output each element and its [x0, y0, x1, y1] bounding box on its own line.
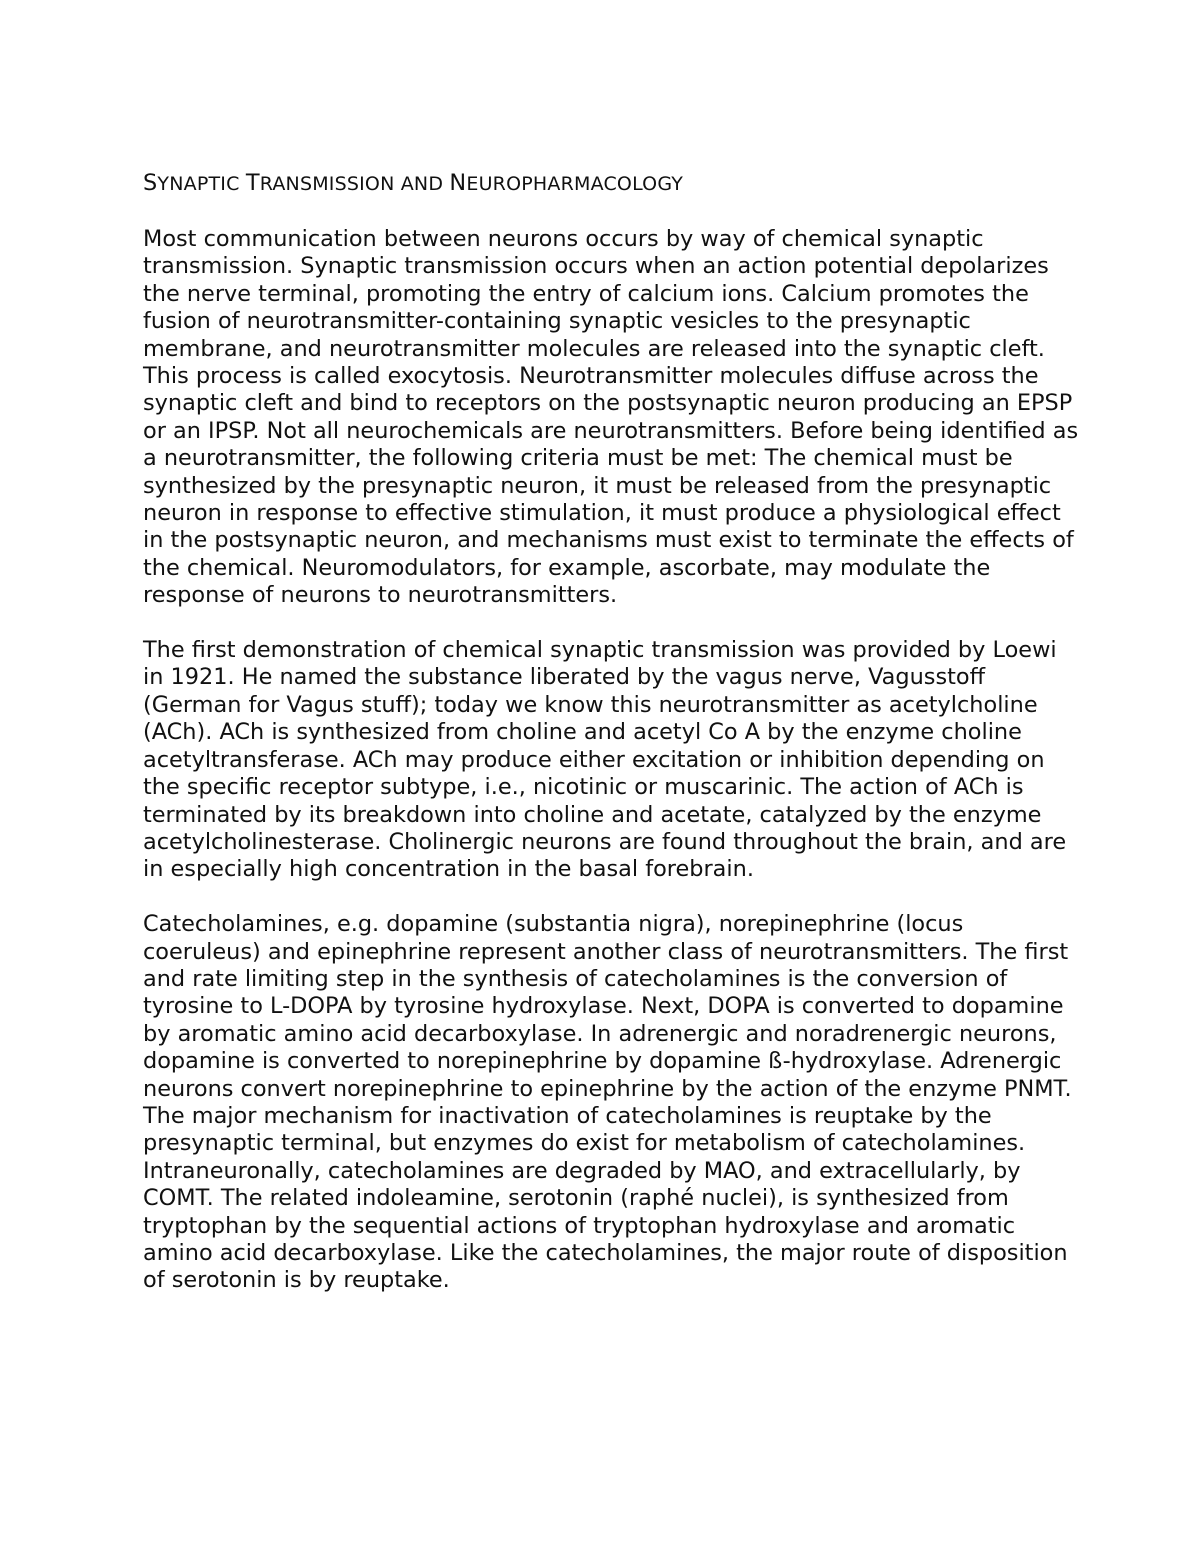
- document-body: [143, 170, 1083, 1322]
- title-rest-1: YNAPTIC: [157, 173, 246, 195]
- title-rest-2: RANSMISSION AND: [259, 173, 450, 195]
- paragraph-synaptic-transmission: Most communication between neurons occurs by way of chemical synaptic transmission. Synaptic transmission occurs when an action potential depolarizes the nerve terminal, promoting the entry of calcium ions. Calcium promotes the fusion of neurotransmitter-containing synaptic vesicles to the presynaptic membrane, and neurotransmitter molecules are released into the synaptic cleft. This process is called exocytosis. Neurotransmitter molecules diffuse across the synaptic cleft and bind to receptors on the postsynaptic neuron producing an EPSP or an IPSP. Not all neurochemicals are neurotransmitters. Before being identified as a neurotransmitter, the following criteria must be met: The chemical must be synthesized by the presynaptic neuron, it must be released from the presynaptic neuron in response to effective stimulation, it must produce a physiological effect in the postsynaptic neuron, and mechanisms must exist to terminate the effects of the chemical. Neuromodulators, for example, ascorbate, may modulate the response of neurons to neurotransmitters.: [143, 226, 1079, 609]
- document-title: [143, 170, 1083, 198]
- title-cap-1: S: [143, 170, 158, 196]
- paragraph-acetylcholine: The first demonstration of chemical synaptic transmission was provided by Loewi in 1921. He named the substance liberated by the vagus nerve, Vagusstoff (German for Vagus stuff); today we know this neurotransmitter as acetylcholine (ACh). ACh is synthesized from choline and acetyl Co A by the enzyme choline acetyltransferase. ACh may produce either excitation or inhibition depending on the specific receptor subtype, i.e., nicotinic or muscarinic. The action of ACh is terminated by its breakdown into choline and acetate, catalyzed by the enzyme acetylcholinesterase. Cholinergic neurons are found throughout the brain, and are in especially high concentration in the basal forebrain.: [143, 637, 1067, 883]
- title-cap-2: T: [245, 170, 260, 196]
- paragraph-catecholamines: Catecholamines, e.g. dopamine (substantia nigra), norepinephrine (locus coeruleus) and epinephrine represent another class of neurotransmitters. The first and rate limiting step in the synthesis of catecholamines is the conversion of tyrosine to L-DOPA by tyrosine hydroxylase. Next, DOPA is converted to dopamine by aromatic amino acid decarboxylase. In adrenergic and noradrenergic neurons, dopamine is converted to norepinephrine by dopamine ß-hydroxylase. Adrenergic neurons convert norepinephrine to epinephrine by the action of the enzyme PNMT. The major mechanism for inactivation of catecholamines is reuptake by the presynaptic terminal, but enzymes do exist for metabolism of catecholamines. Intraneuronally, catecholamines are degraded by MAO, and extracellularly, by COMT. The related indoleamine, serotonin (raphé nuclei), is synthesized from tryptophan by the sequential actions of tryptophan hydroxylase and aromatic amino acid decarboxylase. Like the catecholamines, the major route of disposition of serotonin is by reuptake.: [143, 911, 1072, 1294]
- title-rest-3: EUROPHARMACOLOGY: [466, 173, 684, 195]
- title-cap-3: N: [449, 170, 467, 196]
